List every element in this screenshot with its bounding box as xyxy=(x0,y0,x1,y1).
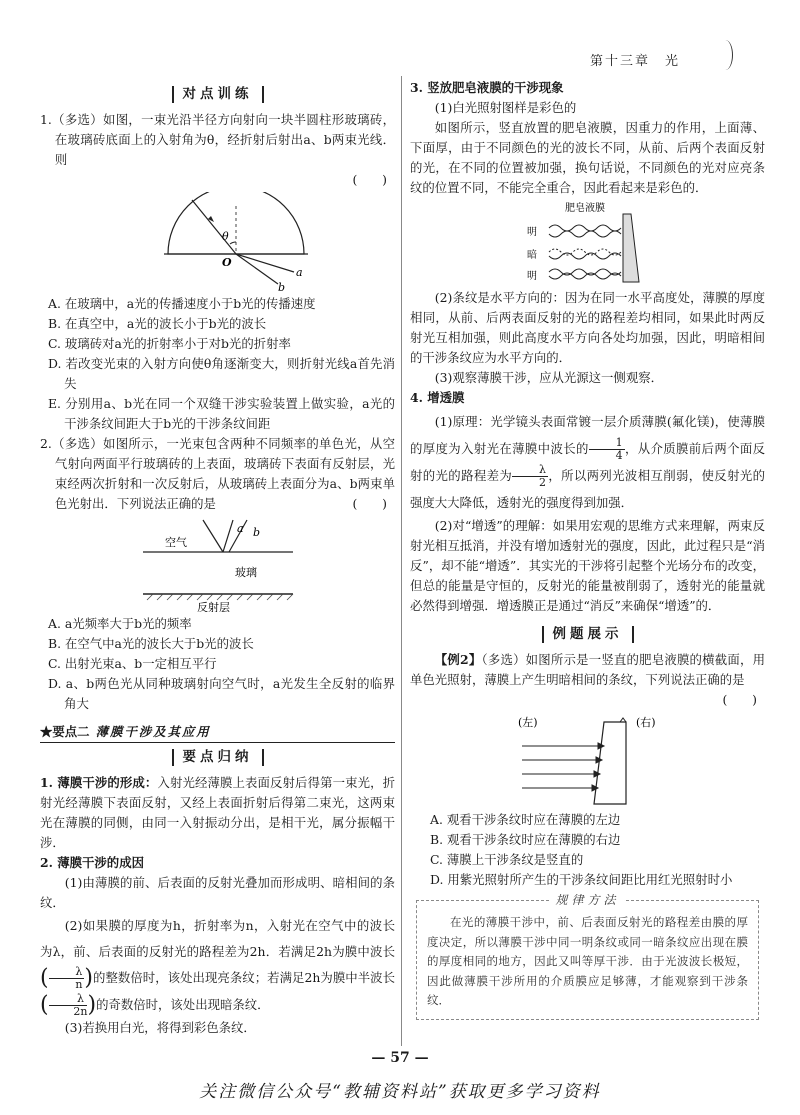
label-glass: 玻璃 xyxy=(234,566,257,579)
r2: (2)条纹是水平方向的：因为在同一水平高度处，薄膜的厚度相同，从前、后两表面反射的光的路程差均相同，如果此时两反射光互相加强，则此高度水平方向各处均加强，因此，明暗相间的干涉条纹应为水平方向的． xyxy=(410,290,765,365)
label-reflect: 反射层 xyxy=(196,601,230,612)
key-point-title: 薄膜干涉及其应用 xyxy=(95,724,211,739)
label-soap-film: 肥皂液膜 xyxy=(564,203,605,214)
example-2-figure xyxy=(508,712,668,808)
q2-figure xyxy=(113,516,323,612)
r1: (1)白光照射图样是彩色的 xyxy=(434,100,577,115)
z2: (2)对“增透”的理解：如果用宏观的思维方式来理解，两束反射光相互抵消，并没有增加透射光的强度，因此，此过程只是“消反”，却不能“增透”．其实光的干涉将引起整个光场分布的改变，但总的能量是守恒的，反射光的能量被削弱了，透射光的能量就必然得到增强．增透膜正是通过“消反”来确保“增透”的． xyxy=(410,518,765,613)
r3: (3)观察薄膜干涉，应从光源这一侧观察． xyxy=(434,370,663,385)
example-option-a: A. 观看干涉条纹时应在薄膜的左边 xyxy=(430,812,621,827)
q2-stem: 2.（多选）如图所示，一光束包含两种不同频率的单色光，从空气射向两面平行玻璃砖的上表面，玻璃砖下表面有反射层，光束经两次折射和一次反射后，从玻璃砖上表面分为a、b两束单色光射出．下列说法正确的是 xyxy=(40,436,395,511)
q2-option-c: C. 出射光束a、b一定相互平行 xyxy=(48,656,217,671)
rule-method-box xyxy=(416,893,759,1020)
label-dark: 暗 xyxy=(526,250,537,261)
q1-option-c: C. 玻璃砖对a光的折射率小于对b光的折射率 xyxy=(48,336,291,351)
example-option-b: B. 观看干涉条纹时应在薄膜的右边 xyxy=(430,832,621,847)
label-theta: θ xyxy=(221,230,229,243)
point-1: 1. 薄膜干涉的形成：入射光经薄膜上表面反射后得第一束光，折射光经薄膜下表面反射，又经上表面折射后得第二束光，这两束光在薄膜的同侧，由同一入射振动分出，是相干光，属分振幅干涉． xyxy=(40,775,396,850)
z1: (1)原理：光学镜头表面常镀一层介质薄膜(氟化镁)，使薄膜的厚度为入射光在薄膜中波长的 $\frac{1}{4}$ ，从介质膜前后两个面反射的光的路程差为 $\frac{\lambda}{2}$ ，所以两列光波相互削弱，使反射光的强度大大降低，透射光的强度得到加强． xyxy=(410,414,766,510)
key-point-star: ★要点二 xyxy=(40,724,90,739)
point-2-3: (3)若换用白光，将得到彩色条纹． xyxy=(64,1020,256,1035)
footer-note: 关注微信公众号“教辅资料站”获取更多学习资料 xyxy=(199,1082,601,1102)
q1-stem: 1.（多选）如图，一束光沿半径方向射向一块半圆柱形玻璃砖，在玻璃砖底面上的入射角为θ，经折射后射出a、b两束光线．则 xyxy=(40,112,395,167)
q1-figure xyxy=(118,192,318,292)
label-left: (左) xyxy=(517,716,538,729)
q2-option-b: B. 在空气中a光的波长大于b光的波长 xyxy=(48,636,254,651)
q2-answer-paren: ( ) xyxy=(352,496,387,511)
glass-slab-diagram xyxy=(113,516,323,612)
label-a: a xyxy=(295,266,303,279)
q2-option-a: A. a光频率大于b光的频率 xyxy=(48,616,192,631)
right-column xyxy=(410,78,765,1020)
example-option-c: C. 薄膜上干涉条纹是竖直的 xyxy=(430,852,584,867)
q1-option-e: E. 分别用a、b光在同一个双缝干涉实验装置上做实验，a光的干涉条纹间距大于b光的干涉条纹间距 xyxy=(48,396,395,431)
column-divider xyxy=(401,76,402,1046)
q1-option-b: B. 在真空中，a光的波长小于b光的波长 xyxy=(48,316,267,331)
heading-4: 4. 增透膜 xyxy=(410,390,465,405)
key-point-heading xyxy=(40,722,395,743)
point-2-title: 2. 薄膜干涉的成因 xyxy=(40,855,144,870)
label-right: (右) xyxy=(635,716,656,729)
label-a2: a xyxy=(236,522,244,535)
label-bright-1: 明 xyxy=(526,227,537,238)
label-b: b xyxy=(277,281,285,292)
soap-film-figure xyxy=(523,200,653,286)
label-b2: b xyxy=(252,526,260,539)
point-2-1: (1)由薄膜的前、后表面的反射光叠加而形成明、暗相间的条纹． xyxy=(40,875,395,910)
q1-answer-paren: ( ) xyxy=(352,172,387,187)
heading-3: 3. 竖放肥皂液膜的干涉现象 xyxy=(410,80,564,95)
q2-option-d: D. a、b两色光从同种玻璃射向空气时，a光发生全反射的临界角大 xyxy=(48,676,395,711)
point-2-2: (2)如果膜的厚度为h，折射率为n，入射光在空气中的波长为λ，前、后表面的反射光的路程差为2h．若满足2h为膜中波长( $\frac{\lambda}{n}$ )的整数倍时，该处出现亮条纹；若满足2h为膜中半波长( $\frac{\lambda}{2n}$ )的奇数倍时，该处出现暗条纹． xyxy=(40,918,395,1018)
example-option-d: D. 用紫光照射所产生的干涉条纹间距比用红光照射时小 xyxy=(430,872,733,887)
label-o: O xyxy=(221,256,232,269)
left-column xyxy=(40,80,395,1038)
section-title-example: 例题展示 xyxy=(410,624,765,644)
label-air: 空气 xyxy=(164,536,187,549)
q1-option-d: D. 若改变光束的入射方向使θ角逐渐变大，则折射光线a首先消失 xyxy=(48,356,395,391)
header-arc-decoration xyxy=(718,40,733,70)
section-title-practice: 对点训练 xyxy=(40,84,395,104)
example-2-paren: ( ) xyxy=(722,692,757,707)
film-cross-section-diagram xyxy=(508,712,668,808)
rule-method-body: 在光的薄膜干涉中，前、后表面反射光的路程差由膜的厚度决定，所以薄膜干涉中同一明条纹或同一暗条纹应出现在膜的厚度相同的地方，因此又叫等厚干涉．由于光波波长极短，因此做薄膜干涉所用的介质膜应足够薄，才能观察到干涉条纹． xyxy=(427,915,748,1007)
section-title-summary: 要点归纳 xyxy=(40,747,395,767)
q1-option-a: A. 在玻璃中，a光的传播速度小于b光的传播速度 xyxy=(48,296,316,311)
page-number: — 57 — xyxy=(371,1050,429,1066)
semicircle-diagram xyxy=(118,192,318,292)
rule-method-title: 规律方法 xyxy=(549,891,625,911)
chapter-header: 第十三章 光 xyxy=(590,54,681,69)
r1-body: 如图所示，竖直放置的肥皂液膜，因重力的作用，上面薄、下面厚，由于不同颜色的光的波长不同，从前、后两个表面反射的光，在不同的位置被加强，换句话说，不同颜色的光对应亮条纹的位置不同，不能完全重合，因此看起来是彩色的． xyxy=(410,120,765,195)
example-2-stem: 【例2】（多选）如图所示是一竖直的肥皂液膜的横截面，用单色光照射，薄膜上产生明暗相间的条纹，下列说法正确的是 xyxy=(410,652,765,687)
soap-film-diagram xyxy=(523,200,653,286)
label-bright-2: 明 xyxy=(526,271,537,282)
